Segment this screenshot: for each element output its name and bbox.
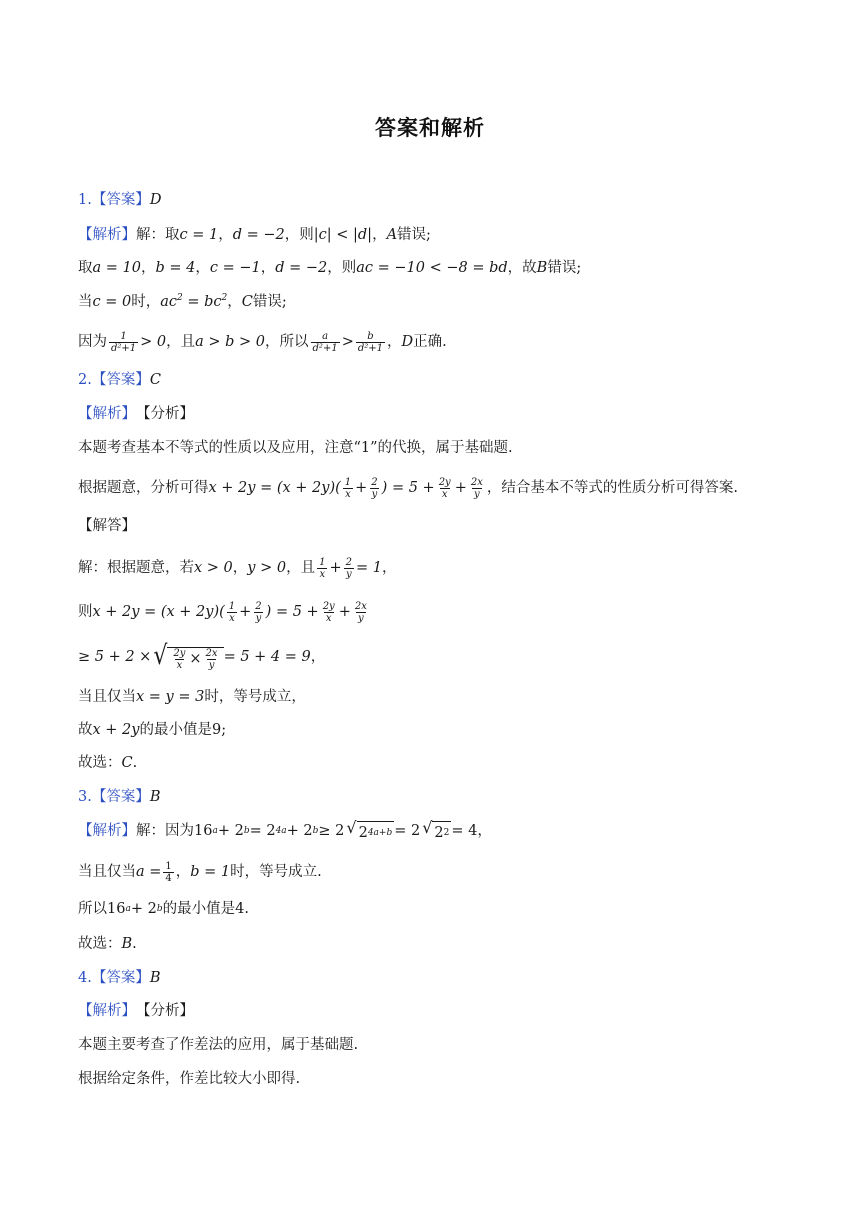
- fraction: [227, 601, 237, 624]
- math: ) = 5 +: [265, 604, 319, 620]
- math: = 5 + 4 = 9: [223, 649, 311, 665]
- math: = 2: [249, 823, 276, 839]
- math: ac = −10 < −8 = bd: [356, 260, 508, 276]
- q4-analysis-tags: [78, 1000, 194, 1022]
- text: 当且仅当: [78, 864, 136, 880]
- text: 故选：: [78, 936, 122, 952]
- text: 错误;: [397, 227, 431, 243]
- math: = 2: [394, 823, 421, 839]
- square-root: [153, 640, 223, 671]
- denominator: d²+1: [357, 342, 383, 354]
- radicand: 2 2: [432, 821, 451, 844]
- math: x = y = 3: [136, 689, 205, 705]
- denominator: x: [441, 488, 448, 500]
- text: .: [244, 901, 249, 917]
- math: ≥ 2: [318, 823, 345, 839]
- page-title: 答案和解析: [375, 116, 485, 140]
- text: ，: [218, 227, 233, 243]
- math: 16: [194, 823, 213, 839]
- q2-solution-line-5: [78, 719, 226, 741]
- q3-analysis-line-4: [78, 933, 137, 955]
- fraction: [356, 331, 385, 354]
- denominator: d²+1: [111, 342, 137, 354]
- q2-solution-line-4: [78, 686, 306, 708]
- text: 解：因为: [136, 823, 194, 839]
- text: 故选：: [78, 755, 122, 771]
- numerator: 2x: [470, 476, 483, 488]
- q3-analysis-tag: 【解析】: [78, 823, 136, 839]
- q1-analysis-line-3: [78, 291, 287, 313]
- fraction: [344, 557, 354, 580]
- fraction: [253, 601, 263, 624]
- q2-analysis-method: [78, 473, 738, 503]
- math: 2: [358, 824, 368, 841]
- math: = 4: [451, 823, 478, 839]
- text: 的最小值是: [139, 722, 212, 738]
- math: + 2: [217, 823, 244, 839]
- math: >: [341, 334, 354, 350]
- q1-answer-label: 1.【答案】: [78, 192, 150, 208]
- math: B: [121, 936, 133, 952]
- numerator: 2: [371, 476, 378, 488]
- text: 的最小值是: [162, 901, 236, 917]
- text: 本题考查基本不等式的性质以及应用，注意“1”的代换，属于基础题.: [78, 440, 513, 456]
- math: [160, 291, 227, 313]
- math: ) = 5 +: [381, 480, 435, 496]
- text: 当且仅当: [78, 689, 136, 705]
- math: y > 0: [247, 560, 287, 576]
- numerator: 2y: [438, 476, 451, 488]
- radical-sign: √: [422, 817, 433, 837]
- fraction: [321, 601, 337, 624]
- q3-answer-value: B: [149, 789, 161, 805]
- text: ;: [221, 722, 227, 738]
- q2-fenxi-tag: 【分析】: [136, 406, 194, 422]
- fraction: [437, 477, 453, 500]
- math: + 2: [130, 901, 157, 917]
- text: ，所以: [265, 334, 309, 350]
- fraction: [317, 557, 327, 580]
- fraction: [163, 861, 173, 884]
- q1-analysis-line-1: [78, 224, 431, 246]
- text: ，且: [286, 560, 316, 576]
- text: 故: [78, 722, 93, 738]
- math: +: [338, 604, 351, 620]
- denominator: x: [345, 488, 351, 500]
- denominator: x: [176, 659, 183, 671]
- q2-solution-line-1: [78, 553, 396, 583]
- math-text: ac: [160, 294, 177, 310]
- text: ，则: [327, 260, 357, 276]
- radical-sign: √: [346, 817, 357, 837]
- text: 则: [78, 604, 93, 620]
- math: = 1: [355, 560, 382, 576]
- numerator: 1: [319, 556, 326, 568]
- math: c = 0: [92, 294, 132, 310]
- math: d = −2: [232, 227, 285, 243]
- q2-answer-value: C: [149, 372, 161, 388]
- fraction: [109, 331, 138, 354]
- q2-analysis-tag: 【解析】: [78, 406, 136, 422]
- math: |c| < |d|: [313, 227, 373, 243]
- q1-answer-value: D: [149, 192, 162, 208]
- radicand: 2 4a+b: [357, 821, 395, 844]
- q1-answer-line: [78, 189, 161, 211]
- text: ，: [195, 260, 210, 276]
- denominator: y: [345, 568, 352, 580]
- numerator: 1: [120, 330, 127, 342]
- math: ≥ 5 + 2 ×: [78, 649, 152, 665]
- q4-answer-value: B: [149, 970, 161, 986]
- q2-analysis-tags: [78, 403, 194, 425]
- numerator: 2x: [354, 600, 367, 612]
- text: ，结合基本不等式的性质分析可得答案.: [486, 480, 738, 496]
- denominator: y: [474, 488, 480, 500]
- math: x + 2y = (x + 2y)(: [92, 604, 225, 620]
- numerator: 1: [228, 600, 236, 612]
- numerator: 1: [344, 476, 352, 488]
- text: ，: [387, 334, 402, 350]
- numerator: a: [322, 330, 329, 342]
- numerator: 2y: [322, 600, 335, 612]
- q4-answer-line: [78, 967, 161, 989]
- fraction: [204, 648, 220, 671]
- q3-answer-line: [78, 786, 161, 808]
- text: ，: [310, 649, 326, 665]
- math: A: [386, 227, 398, 243]
- math: C: [121, 755, 133, 771]
- math: x + 2y = (x + 2y)(: [208, 480, 341, 496]
- q2-solution-line-6: [78, 752, 137, 774]
- math: +: [454, 480, 467, 496]
- q4-method-text: [78, 1068, 300, 1090]
- text: ，: [140, 260, 156, 276]
- math: ×: [189, 651, 202, 667]
- math: C: [241, 294, 253, 310]
- denominator: x: [229, 612, 235, 624]
- text: 时，: [131, 294, 161, 310]
- text: ，: [381, 560, 397, 576]
- text: 根据给定条件，作差比较大小即得.: [78, 1071, 301, 1087]
- math: x > 0: [194, 560, 233, 576]
- math: x + 2y: [92, 722, 140, 738]
- denominator: y: [371, 488, 378, 500]
- denominator: x: [325, 612, 332, 624]
- q3-analysis-line-1: 【解析】 解：因为 16 a + 2 b = 2 4a + 2 b ≥ 2 √ 2 4a+b = 2 √ 2 2 = 4 ，: [78, 818, 492, 844]
- text: 解：根据题意，若: [78, 560, 194, 576]
- radical-sign: √: [153, 640, 168, 671]
- text: ，: [477, 823, 492, 839]
- text: .: [132, 936, 137, 952]
- numerator: 2y: [173, 647, 186, 659]
- q1-analysis-line-2: [78, 257, 581, 279]
- math: 4: [235, 901, 245, 917]
- square-root: [422, 819, 451, 844]
- text: .: [132, 755, 138, 771]
- text: ，则: [284, 227, 314, 243]
- numerator: 2: [255, 600, 262, 612]
- q3-analysis-line-3: 所以 16 a + 2 b 的最小值是 4 .: [78, 898, 249, 920]
- exponent: 2: [176, 293, 183, 304]
- math: D: [401, 334, 414, 350]
- math: d = −2: [275, 260, 328, 276]
- math-text: = bc: [182, 294, 222, 310]
- math: a = 10: [92, 260, 141, 276]
- q1-analysis-line-4: [78, 329, 447, 355]
- q4-analysis-text: [78, 1034, 358, 1056]
- math: +: [329, 560, 342, 576]
- math: + 2: [286, 823, 313, 839]
- q2-solution-line-2: [78, 597, 371, 627]
- math: b = 4: [155, 260, 196, 276]
- math: 2: [434, 824, 444, 841]
- q2-answer-line: [78, 369, 161, 391]
- denominator: d²+1: [312, 342, 338, 354]
- q3-answer-label: 3.【答案】: [78, 789, 150, 805]
- q2-solution-tag-line: [78, 515, 136, 537]
- text: 取: [78, 260, 93, 276]
- text: 时，等号成立.: [230, 864, 322, 880]
- q4-answer-label: 4.【答案】: [78, 970, 150, 986]
- text: 时，等号成立，: [204, 689, 306, 705]
- denominator: y: [208, 659, 215, 671]
- q4-analysis-tag: 【解析】: [78, 1003, 136, 1019]
- denominator: x: [319, 568, 326, 580]
- math: c = 1: [179, 227, 219, 243]
- text: 本题主要考查了作差法的应用，属于基础题.: [78, 1037, 359, 1053]
- text: ，故: [507, 260, 537, 276]
- exponent: 2: [221, 293, 228, 304]
- q2-solution-tag: 【解答】: [78, 518, 136, 534]
- math: c = −1: [209, 260, 261, 276]
- numerator: b: [367, 330, 374, 342]
- q1-analysis-tag: 【解析】: [78, 227, 136, 243]
- q2-solution-line-3: [78, 639, 325, 675]
- math: > 0: [140, 334, 167, 350]
- text: ，且: [166, 334, 196, 350]
- text: ，: [232, 560, 248, 576]
- text: 错误;: [547, 260, 582, 276]
- text: 因为: [78, 334, 107, 350]
- text: ，: [175, 864, 191, 880]
- math: b = 1: [190, 864, 231, 880]
- text: 根据题意，分析可得: [78, 480, 209, 496]
- fraction: [469, 477, 485, 500]
- square-root: [346, 819, 394, 844]
- numerator: 2x: [205, 647, 218, 659]
- math: B: [536, 260, 548, 276]
- math: a > b > 0: [195, 334, 266, 350]
- fraction: [311, 331, 340, 354]
- text: ，: [372, 227, 387, 243]
- numerator: 2: [345, 556, 352, 568]
- text: 错误;: [252, 294, 287, 310]
- text: 正确.: [413, 334, 447, 350]
- fraction: [369, 477, 379, 500]
- math: +: [239, 604, 252, 620]
- text: 当: [78, 294, 93, 310]
- denominator: y: [255, 612, 262, 624]
- q4-fenxi-tag: 【分析】: [136, 1003, 194, 1019]
- numerator: 1: [165, 860, 172, 872]
- denominator: y: [358, 612, 364, 624]
- math: +: [355, 480, 368, 496]
- text: ，: [227, 294, 242, 310]
- text: 所以: [78, 901, 107, 917]
- fraction: [343, 477, 353, 500]
- radicand: [167, 647, 223, 671]
- denominator: 4: [165, 872, 172, 884]
- math: a =: [136, 864, 162, 880]
- math: 9: [211, 722, 222, 738]
- fraction: [171, 648, 187, 671]
- q3-analysis-line-2: [78, 857, 322, 887]
- q2-analysis-text: [78, 437, 513, 459]
- text: 解：取: [136, 227, 180, 243]
- math: 16: [107, 901, 126, 917]
- text: ，: [260, 260, 276, 276]
- q2-answer-label: 2.【答案】: [78, 372, 150, 388]
- fraction: [353, 601, 369, 624]
